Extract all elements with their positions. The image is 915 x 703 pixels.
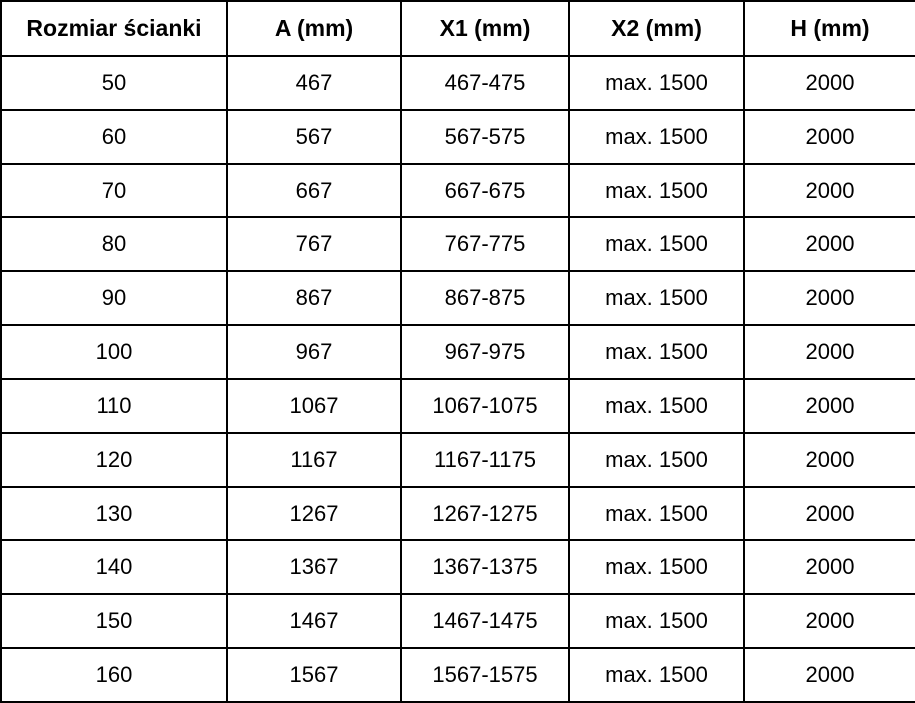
table-cell: 100 (1, 325, 227, 379)
table-cell: 1167-1175 (401, 433, 569, 487)
table-cell: 867-875 (401, 271, 569, 325)
table-cell: 467-475 (401, 56, 569, 110)
table-cell: 667 (227, 164, 401, 218)
table-cell: 70 (1, 164, 227, 218)
table-cell: 2000 (744, 271, 915, 325)
table-cell: max. 1500 (569, 56, 744, 110)
table-cell: 1167 (227, 433, 401, 487)
table-cell: 967 (227, 325, 401, 379)
table-row (1, 379, 915, 433)
table-cell: max. 1500 (569, 540, 744, 594)
table-cell: 1467 (227, 594, 401, 648)
table-cell: 2000 (744, 433, 915, 487)
table-cell: 2000 (744, 56, 915, 110)
table-cell: 2000 (744, 217, 915, 271)
table-row (1, 217, 915, 271)
table-cell: 967-975 (401, 325, 569, 379)
header-x1-mm: X1 (mm) (401, 1, 569, 56)
table-cell: 1567-1575 (401, 648, 569, 702)
table-row (1, 433, 915, 487)
table-cell: 2000 (744, 540, 915, 594)
table-row (1, 56, 915, 110)
table-cell: 2000 (744, 164, 915, 218)
table-cell: 667-675 (401, 164, 569, 218)
header-rozmiar-scianki: Rozmiar ścianki (1, 1, 227, 56)
table-cell: 767-775 (401, 217, 569, 271)
table-cell: 150 (1, 594, 227, 648)
table-row (1, 164, 915, 218)
table-cell: 2000 (744, 648, 915, 702)
table-cell: 1467-1475 (401, 594, 569, 648)
table-cell: max. 1500 (569, 164, 744, 218)
table-cell: 2000 (744, 487, 915, 541)
table-cell: 1067-1075 (401, 379, 569, 433)
table-cell: 110 (1, 379, 227, 433)
header-x2-mm: X2 (mm) (569, 1, 744, 56)
table-cell: 80 (1, 217, 227, 271)
table-cell: 90 (1, 271, 227, 325)
table-row (1, 110, 915, 164)
table-cell: 1267-1275 (401, 487, 569, 541)
table-cell: 120 (1, 433, 227, 487)
table-cell: 2000 (744, 379, 915, 433)
table-row (1, 325, 915, 379)
table-cell: max. 1500 (569, 217, 744, 271)
table-cell: 567-575 (401, 110, 569, 164)
table-cell: 1267 (227, 487, 401, 541)
table-cell: 2000 (744, 325, 915, 379)
table-header-row (1, 1, 915, 56)
table-cell: 767 (227, 217, 401, 271)
table-cell: 1067 (227, 379, 401, 433)
table-cell: 867 (227, 271, 401, 325)
table-cell: 140 (1, 540, 227, 594)
table-body (1, 56, 915, 702)
table-cell: 60 (1, 110, 227, 164)
table-cell: max. 1500 (569, 487, 744, 541)
table-cell: max. 1500 (569, 110, 744, 164)
table-row (1, 648, 915, 702)
table-cell: 467 (227, 56, 401, 110)
table-cell: 2000 (744, 594, 915, 648)
table-row (1, 594, 915, 648)
table-cell: 130 (1, 487, 227, 541)
table-row (1, 540, 915, 594)
table-cell: 50 (1, 56, 227, 110)
table-cell: 160 (1, 648, 227, 702)
table-cell: max. 1500 (569, 379, 744, 433)
table-cell: 2000 (744, 110, 915, 164)
table-row (1, 487, 915, 541)
table-cell: max. 1500 (569, 433, 744, 487)
table-cell: max. 1500 (569, 325, 744, 379)
header-a-mm: A (mm) (227, 1, 401, 56)
header-h-mm: H (mm) (744, 1, 915, 56)
table-cell: 1567 (227, 648, 401, 702)
table-cell: 567 (227, 110, 401, 164)
table-cell: max. 1500 (569, 271, 744, 325)
table-cell: 1367-1375 (401, 540, 569, 594)
table-cell: max. 1500 (569, 594, 744, 648)
table-cell: max. 1500 (569, 648, 744, 702)
table-row (1, 271, 915, 325)
table-cell: 1367 (227, 540, 401, 594)
